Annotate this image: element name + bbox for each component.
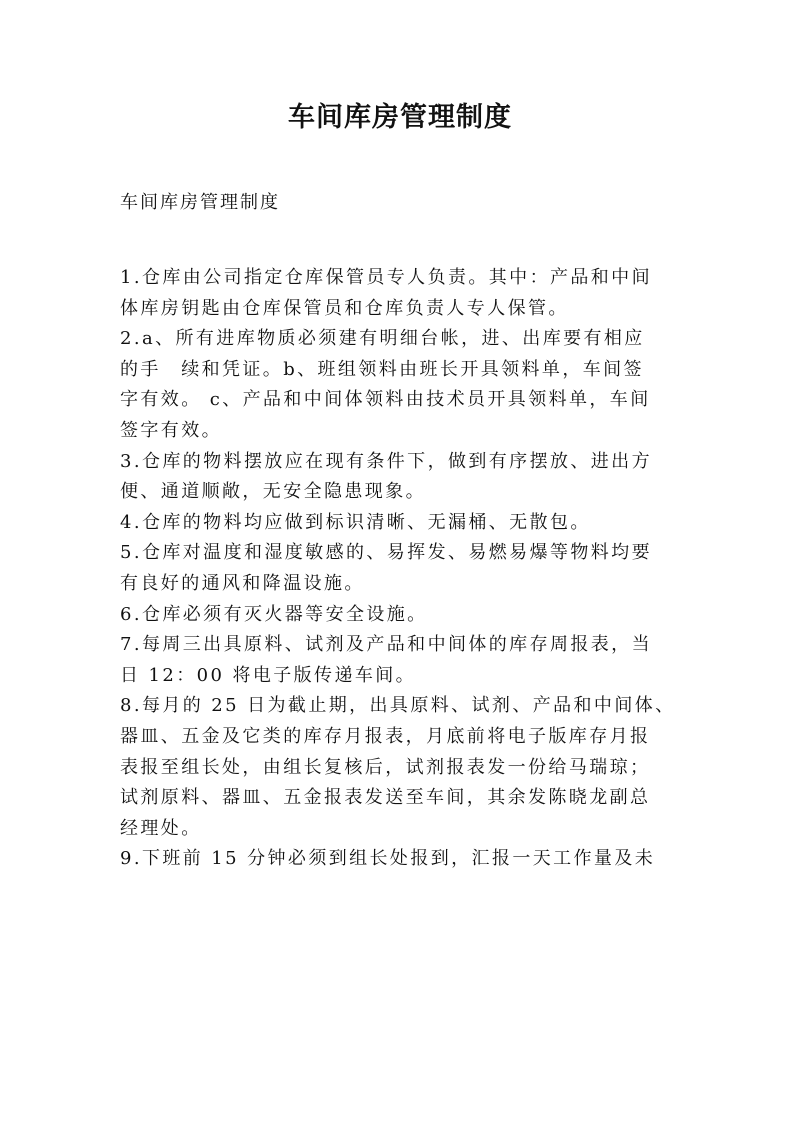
clause-6: 6.仓库必须有灭火器等安全设施。	[120, 603, 428, 625]
clause-7: 7.每周三出具原料、试剂及产品和中间体的库存周报表，当 日 12：00 将电子版传递车间。	[120, 634, 652, 686]
clause-3: 3.仓库的物料摆放应在现有条件下，做到有序摆放、进出方 便、通道顺敞，无安全隐患现象。	[120, 450, 652, 503]
clause-1: 1.仓库由公司指定仓库保管员专人负责。其中：产品和中间 体库房钥匙由仓库保管员和仓库负责人专人保管。	[120, 267, 652, 319]
clause-8: 8.每月的 25 日为截止期，出具原料、试剂、产品和中间体、 器皿、五金及它类的库存月报表，月底前将电子版库存月报 表报至组长处，由组长复核后，试剂报表发一份给马瑞琼； 试剂原料、器皿、五金报表发送至车间，其余发陈晓龙副总 经理处。	[120, 695, 676, 839]
clause-9: 9.下班前 15 分钟必须到组长处报到，汇报一天工作量及未	[120, 848, 656, 870]
clause-list	[120, 263, 682, 875]
clause-2: 2.a、所有进库物质必须建有明细台帐，进、出库要有相应 的手 续和凭证。b、班组领料由班长开具领料单，车间签 字有效。 c、产品和中间体领料由技术员开具领料单，车间 签字有效。	[120, 328, 651, 441]
document-subtitle: 车间库房管理制度	[120, 192, 280, 213]
clause-5: 5.仓库对温度和湿度敏感的、易挥发、易燃易爆等物料均要 有良好的通风和降温设施。	[120, 542, 652, 594]
document-title: 车间库房管理制度	[288, 102, 512, 133]
clause-4: 4.仓库的物料均应做到标识清晰、无漏桶、无散包。	[120, 511, 591, 533]
